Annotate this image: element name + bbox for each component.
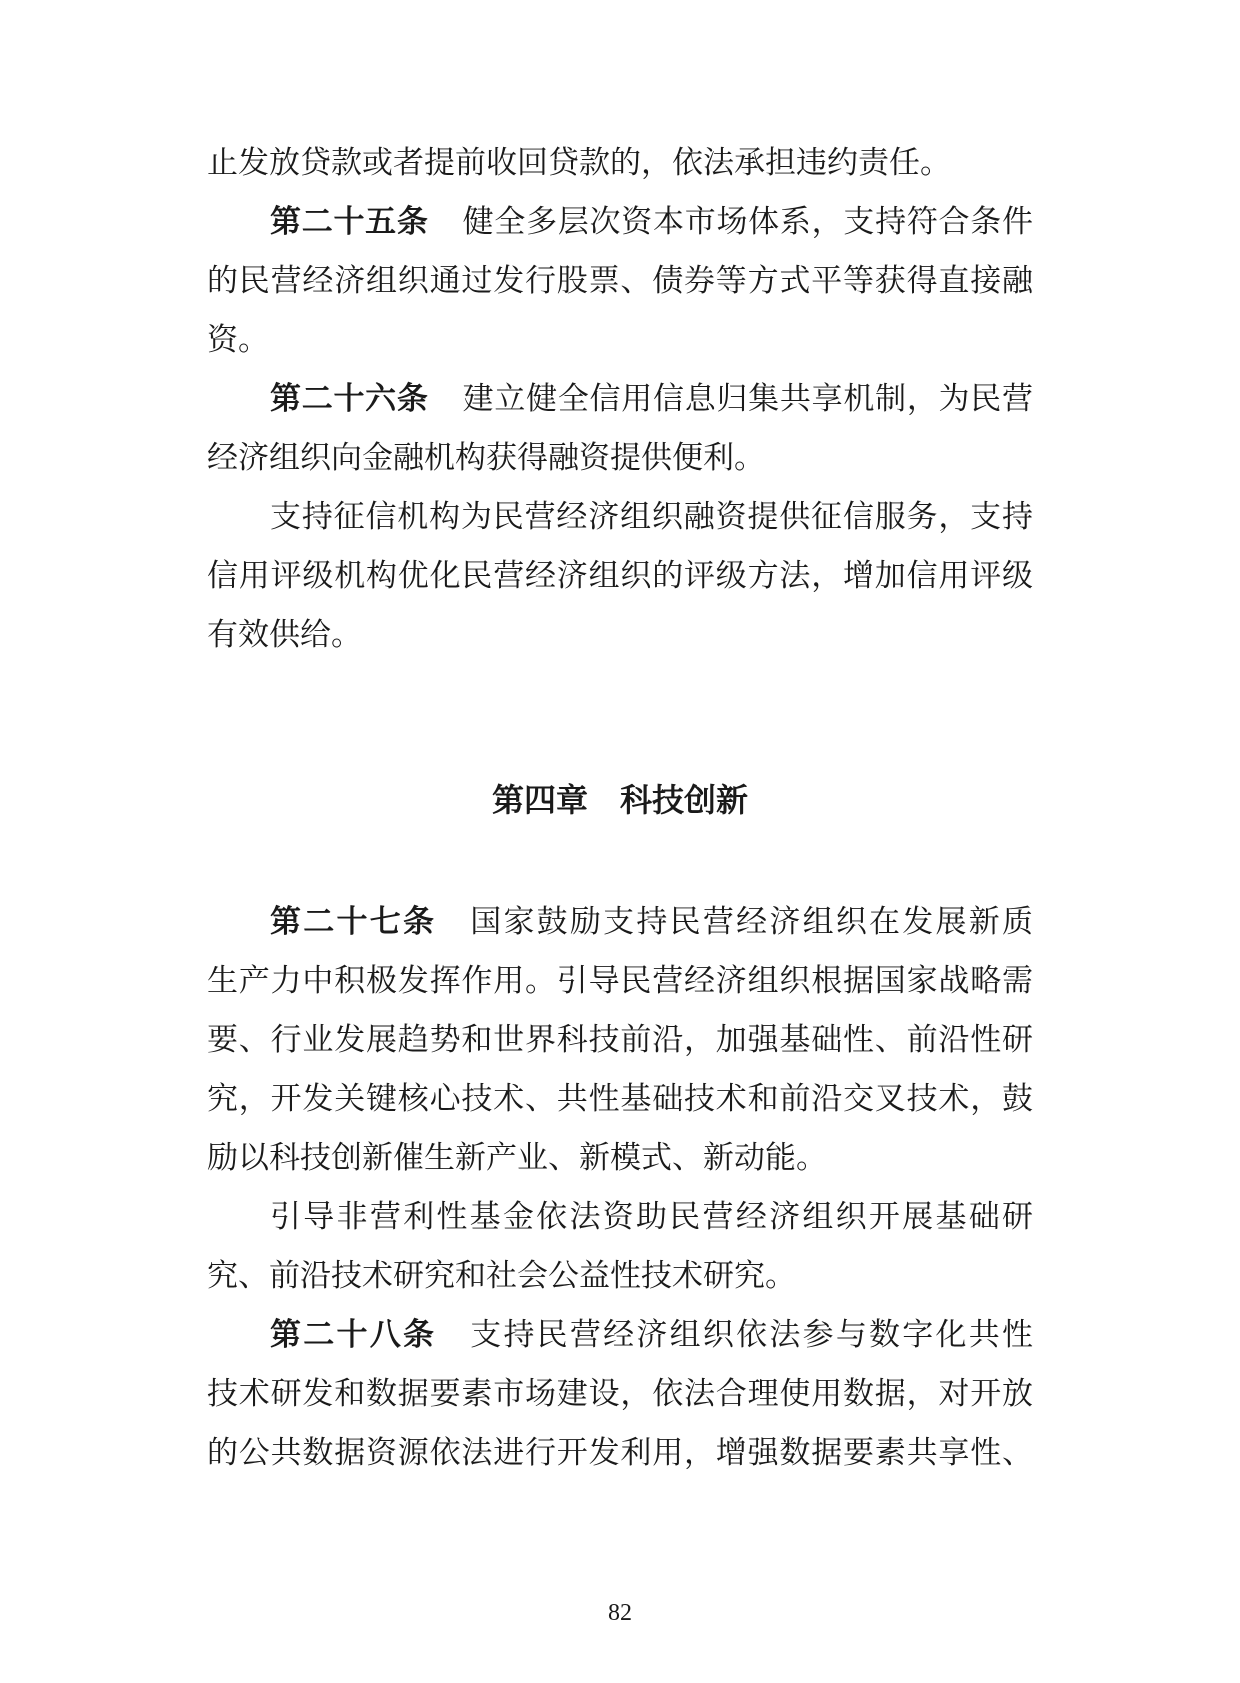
text-line <box>207 143 1033 183</box>
text-line <box>207 1374 1033 1414</box>
line-text: 支持征信机构为民营经济组织融资提供征信服务，支持 <box>270 499 1033 535</box>
article-26-heading-line <box>270 379 1033 419</box>
line-text: 究、前沿技术研究和社会公益性技术研究。 <box>207 1258 796 1294</box>
article-28-heading-line <box>270 1315 1033 1355</box>
text-line <box>207 556 1033 596</box>
article-label: 第二十八条 <box>270 1317 437 1353</box>
line-text: 的民营经济组织通过发行股票、债券等方式平等获得直接融 <box>207 263 1033 299</box>
text-line <box>207 1079 1033 1119</box>
article-label: 第二十七条 <box>270 904 437 940</box>
article-label: 第二十六条 <box>270 381 429 417</box>
line-text: 生产力中积极发挥作用。引导民营经济组织根据国家战略需 <box>207 963 1033 999</box>
chapter-title: 第四章 科技创新 <box>491 781 748 819</box>
text-line <box>207 961 1033 1001</box>
text-line <box>207 1433 1033 1473</box>
line-text: 要、行业发展趋势和世界科技前沿，加强基础性、前沿性研 <box>207 1022 1033 1058</box>
text-line <box>207 615 1033 655</box>
line-text: 国家鼓励支持民营经济组织在发展新质 <box>470 904 1033 940</box>
line-text: 止发放贷款或者提前收回贷款的，依法承担违约责任。 <box>207 145 951 181</box>
text-line <box>207 320 1033 360</box>
line-text: 究，开发关键核心技术、共性基础技术和前沿交叉技术，鼓 <box>207 1081 1033 1117</box>
text-line <box>207 1138 1033 1178</box>
paragraph-start-line <box>270 1197 1033 1237</box>
line-text: 健全多层次资本市场体系，支持符合条件 <box>462 204 1033 240</box>
article-25-heading-line <box>270 202 1033 242</box>
line-text: 有效供给。 <box>207 617 362 653</box>
text-line <box>207 261 1033 301</box>
line-text: 引导非营利性基金依法资助民营经济组织开展基础研 <box>270 1199 1033 1235</box>
line-text: 技术研发和数据要素市场建设，依法合理使用数据，对开放 <box>207 1376 1033 1412</box>
text-line <box>207 1256 1033 1296</box>
line-text: 资。 <box>207 322 269 358</box>
line-text: 支持民营经济组织依法参与数字化共性 <box>470 1317 1033 1353</box>
line-text: 的公共数据资源依法进行开发利用，增强数据要素共享性、 <box>207 1435 1033 1471</box>
line-text: 励以科技创新催生新产业、新模式、新动能。 <box>207 1140 827 1176</box>
line-text: 经济组织向金融机构获得融资提供便利。 <box>207 440 765 476</box>
page-number: 82 <box>608 1600 632 1626</box>
article-27-heading-line <box>270 902 1033 942</box>
line-text: 建立健全信用信息归集共享机制，为民营 <box>462 381 1033 417</box>
text-line <box>207 438 1033 478</box>
article-label: 第二十五条 <box>270 204 429 240</box>
paragraph-start-line <box>270 497 1033 537</box>
line-text: 信用评级机构优化民营经济组织的评级方法，增加信用评级 <box>207 558 1033 594</box>
text-line <box>207 1020 1033 1060</box>
